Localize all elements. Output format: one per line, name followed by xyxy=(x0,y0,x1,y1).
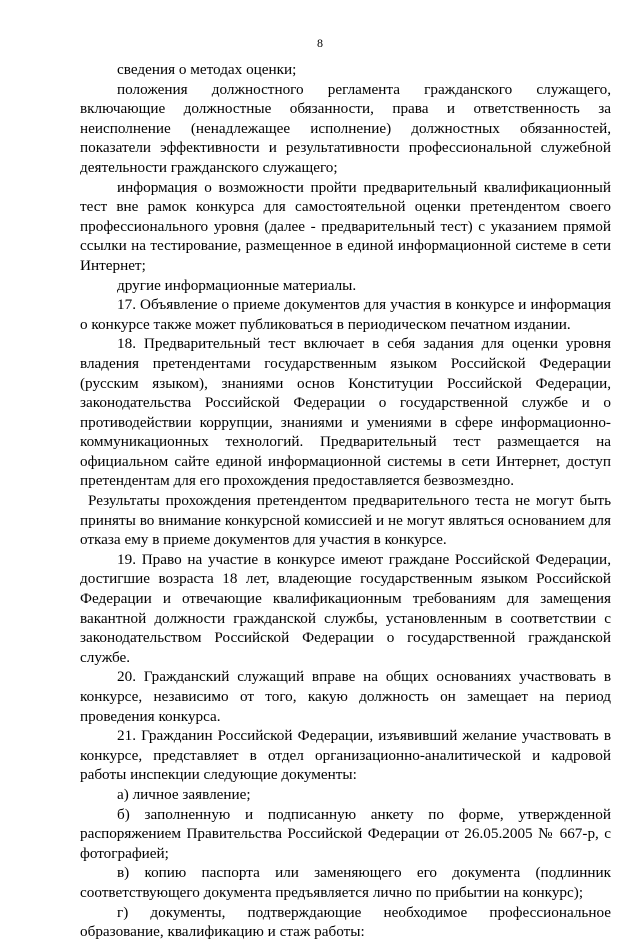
paragraph-item-18: 18. Предварительный тест включает в себя задания для оценки уровня владения претендентами государственным языком Российской Федерации (русским языком), знаниями основ Конституции Российской Федерации, законодательства Российской Федерации о государственной службе и о противодействии коррупции, знаниями и умениями в сфере информационно-коммуникационных технологий. Предварительный тест размещается на официальном сайте единой информационной системы в сети Интернет, доступ претендентам для его прохождения предоставляется безвозмездно. xyxy=(80,335,611,490)
paragraph-item-19: 19. Право на участие в конкурсе имеют граждане Российской Федерации, достигшие возраста 18 лет, владеющие государственным языком Российской Федерации и отвечающие квалификационным требованиям для замещения вакантной должности гражданской службы, установленным в соответствии с законодательством Российской Федерации о государственной гражданской службе. xyxy=(80,550,611,666)
list-item-b: б) заполненную и подписанную анкету по форме, утвержденной распоряжением Правительства Российской Федерации от 26.05.2005 № 667-р, с фотографией; xyxy=(80,805,611,862)
paragraph-assessment-methods: сведения о методах оценки; xyxy=(117,61,297,78)
paragraph-test-results: Результаты прохождения претендентом предварительного теста не могут быть приняты во внимание конкурсной комиссией и не могут являться основанием для отказа ему в приеме документов для участия в конкурсе. xyxy=(80,492,611,549)
list-item-a: а) личное заявление; xyxy=(117,785,251,803)
paragraph-item-20: 20. Гражданский служащий вправе на общих основаниях участвовать в конкурсе, независимо от того, какую должность он замещает на период проведения конкурса. xyxy=(80,668,611,725)
paragraph-preliminary-test-info: информация о возможности пройти предварительный квалификационный тест вне рамок конкурса для самостоятельной оценки претендентом своего профессионального уровня (далее - предварительный тест) с указанием прямой ссылки на тестирование, размещенное в единой информационной системе в сети Интернет; xyxy=(80,178,611,274)
document-body xyxy=(80,60,611,942)
list-item-d: г) документы, подтверждающие необходимое профессиональное образование, квалификацию и стаж работы: xyxy=(80,903,611,941)
page-number: 8 xyxy=(317,36,323,50)
paragraph-item-17: 17. Объявление о приеме документов для участия в конкурсе и информация о конкурсе также может публиковаться в периодическом печатном издании. xyxy=(80,296,611,333)
paragraph-item-21: 21. Гражданин Российской Федерации, изъявивший желание участвовать в конкурсе, представляет в отдел организационно-аналитической и кадровой работы инспекции следующие документы: xyxy=(80,727,611,784)
paragraph-other-materials: другие информационные материалы. xyxy=(117,276,357,294)
paragraph-job-regulations: положения должностного регламента гражданского служащего, включающие должностные обязанности, права и ответственность за неисполнение (ненадлежащее исполнение) должностных обязанностей, показатели эффективности и результативности профессиональной служебной деятельности гражданского служащего; xyxy=(80,80,611,176)
list-item-c: в) копию паспорта или заменяющего его документа (подлинник соответствующего документа предъявляется лично по прибытии на конкурс); xyxy=(80,864,611,901)
